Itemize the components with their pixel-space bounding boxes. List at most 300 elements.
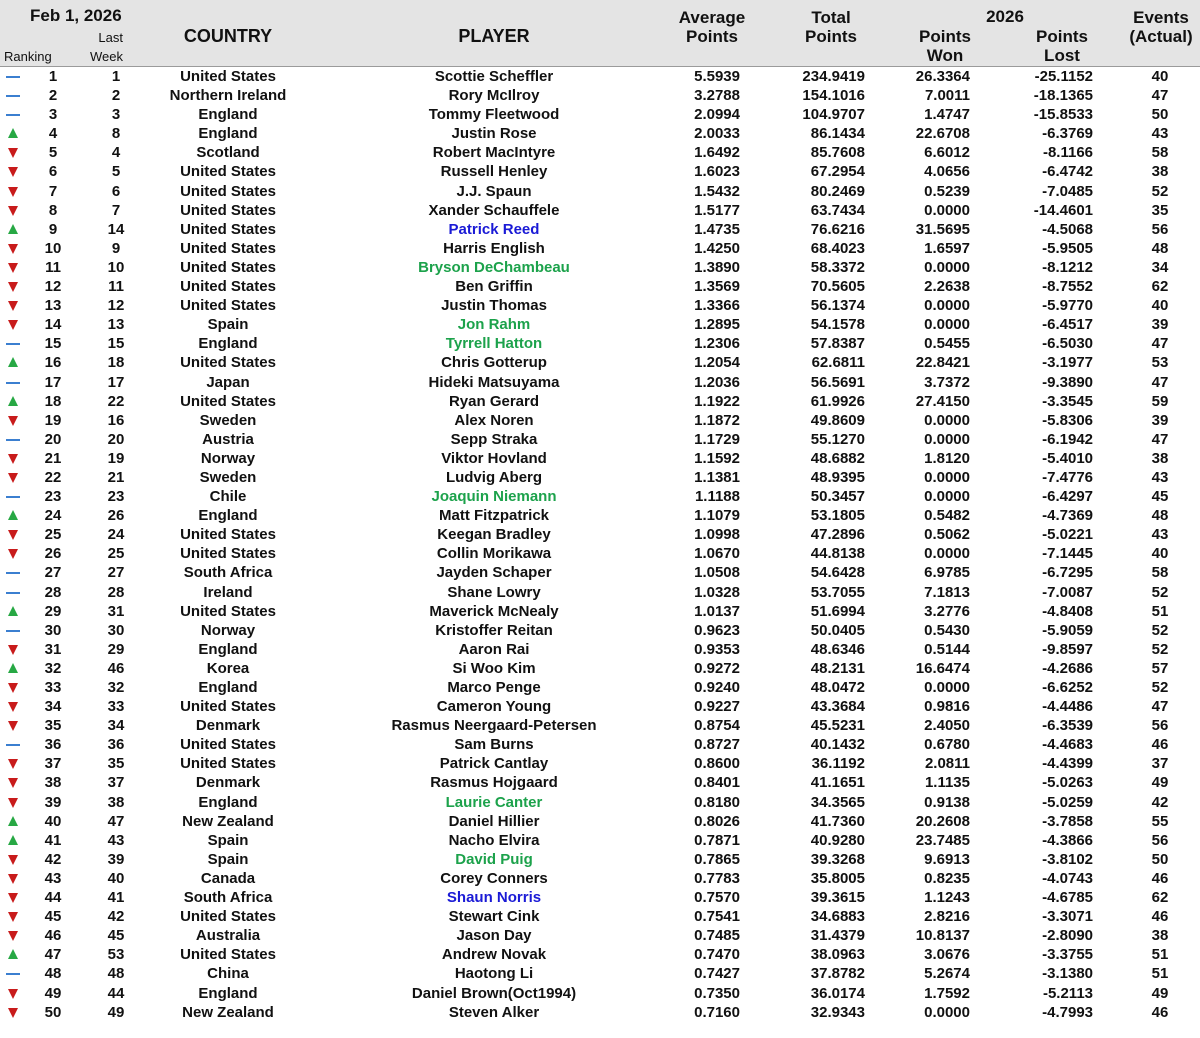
player-name: J.J. Spaun xyxy=(456,182,532,200)
up-arrow-icon xyxy=(5,392,21,411)
total-points-cell: 80.2469 xyxy=(810,182,865,200)
down-arrow-icon xyxy=(5,850,21,869)
last-week-cell: 9 xyxy=(111,239,121,257)
last-week-cell: 19 xyxy=(107,449,125,467)
player-name: Steven Alker xyxy=(448,1003,540,1021)
events-cell: 40 xyxy=(1151,297,1169,315)
rank-cell: 35 xyxy=(44,717,62,735)
player-name: Jon Rahm xyxy=(457,316,531,334)
points-won-cell: 22.6708 xyxy=(915,125,970,143)
up-arrow-icon xyxy=(5,659,21,678)
points-won-cell: 1.1135 xyxy=(924,774,970,792)
total-points-cell: 45.5231 xyxy=(810,717,865,735)
player-name: Collin Morikawa xyxy=(436,545,552,563)
average-points-cell: 1.4250 xyxy=(694,239,740,257)
last-week-cell: 45 xyxy=(107,927,125,945)
last-week-cell: 34 xyxy=(107,717,125,735)
points-won-cell: 26.3364 xyxy=(915,68,970,85)
points-won-cell: 0.5144 xyxy=(924,640,970,658)
total-points-cell: 85.7608 xyxy=(810,144,865,162)
rank-cell: 9 xyxy=(48,220,58,238)
total-points-cell: 32.9343 xyxy=(810,1003,865,1021)
table-row xyxy=(0,869,1200,888)
points-won-cell: 2.0811 xyxy=(924,755,970,773)
player-name: Patrick Cantlay xyxy=(439,755,549,773)
country-cell: United States xyxy=(180,908,276,926)
total-points-cell: 37.8782 xyxy=(810,965,865,983)
events-cell: 35 xyxy=(1151,201,1169,219)
points-lost-cell: -6.4742 xyxy=(1042,163,1093,181)
rank-cell: 10 xyxy=(44,239,62,257)
table-row xyxy=(0,86,1200,105)
average-points-cell: 0.7570 xyxy=(694,889,740,907)
player-name: Nacho Elvira xyxy=(448,831,540,849)
no-change-dash-icon xyxy=(5,105,21,124)
points-won-cell: 4.0656 xyxy=(924,163,970,181)
country-cell: United States xyxy=(180,545,276,563)
points-lost-cell: -8.1212 xyxy=(1042,258,1093,276)
last-week-cell: 20 xyxy=(107,430,125,448)
points-lost-cell: -7.4776 xyxy=(1042,468,1093,486)
average-points-cell: 1.0670 xyxy=(694,545,740,563)
total-points-cell: 39.3615 xyxy=(810,889,865,907)
events-cell: 38 xyxy=(1151,449,1169,467)
rank-cell: 25 xyxy=(44,526,62,544)
rank-cell: 24 xyxy=(44,507,62,525)
average-points-cell: 1.1188 xyxy=(694,488,740,506)
up-arrow-icon xyxy=(5,220,21,239)
last-week-cell: 53 xyxy=(107,946,125,964)
down-arrow-icon xyxy=(5,888,21,907)
events-cell: 48 xyxy=(1151,507,1169,525)
points-won-cell: 0.0000 xyxy=(924,1003,970,1021)
country-cell: Spain xyxy=(207,316,249,334)
points-lost-cell: -4.3866 xyxy=(1042,831,1093,849)
down-arrow-icon xyxy=(5,449,21,468)
rank-cell: 34 xyxy=(44,698,62,716)
total-points-cell: 58.3372 xyxy=(810,258,865,276)
last-week-cell: 24 xyxy=(107,526,125,544)
up-arrow-icon xyxy=(5,831,21,850)
average-points-cell: 0.8180 xyxy=(694,793,740,811)
average-points-cell: 0.9623 xyxy=(694,621,740,639)
points-lost-cell: -6.3769 xyxy=(1042,125,1093,143)
events-cell: 42 xyxy=(1151,793,1169,811)
player-name: Sam Burns xyxy=(454,736,534,754)
total-points-cell: 56.1374 xyxy=(810,297,865,315)
points-won-cell: 0.5455 xyxy=(924,335,970,353)
events-cell: 46 xyxy=(1151,736,1169,754)
events-cell: 56 xyxy=(1151,717,1169,735)
total-points-cell: 86.1434 xyxy=(810,125,865,143)
table-row xyxy=(0,468,1200,487)
player-name: Maverick McNealy xyxy=(429,602,559,620)
up-arrow-icon xyxy=(5,506,21,525)
total-points-cell: 54.6428 xyxy=(810,564,865,582)
table-row xyxy=(0,812,1200,831)
total-points-cell: 56.5691 xyxy=(810,373,865,391)
down-arrow-icon xyxy=(5,277,21,296)
table-row xyxy=(0,678,1200,697)
average-points-cell: 0.7871 xyxy=(694,831,740,849)
down-arrow-icon xyxy=(5,984,21,1003)
table-row xyxy=(0,220,1200,239)
total-points-cell: 43.3684 xyxy=(810,698,865,716)
last-week-cell: 39 xyxy=(107,850,125,868)
down-arrow-icon xyxy=(5,315,21,334)
average-points-cell: 0.7485 xyxy=(694,927,740,945)
rank-cell: 4 xyxy=(48,125,58,143)
events-cell: 43 xyxy=(1151,526,1169,544)
events-cell: 40 xyxy=(1151,545,1169,563)
player-name: Laurie Canter xyxy=(445,793,543,811)
total-points-cell: 48.6346 xyxy=(810,640,865,658)
player-name: Alex Noren xyxy=(454,411,534,429)
table-row xyxy=(0,67,1200,86)
points-lost-cell: -3.8102 xyxy=(1042,850,1093,868)
country-cell: South Africa xyxy=(183,889,273,907)
points-lost-cell: -4.0743 xyxy=(1042,869,1093,887)
player-name: Chris Gotterup xyxy=(441,354,547,372)
table-row xyxy=(0,182,1200,201)
points-won-cell: 0.0000 xyxy=(924,297,970,315)
points-won-cell: 22.8421 xyxy=(915,354,970,372)
events-cell: 50 xyxy=(1151,850,1169,868)
average-points-cell: 0.7470 xyxy=(694,946,740,964)
average-points-cell: 0.9353 xyxy=(694,640,740,658)
country-cell: Scotland xyxy=(196,144,260,162)
rank-cell: 11 xyxy=(45,258,61,276)
last-week-cell: 14 xyxy=(107,220,125,238)
average-points-cell: 1.2895 xyxy=(694,316,740,334)
average-points-cell: 1.1592 xyxy=(694,449,740,467)
country-cell: England xyxy=(198,125,258,143)
country-cell: Japan xyxy=(206,373,250,391)
rank-cell: 16 xyxy=(44,354,62,372)
average-points-cell: 1.6492 xyxy=(694,144,740,162)
total-points-cell: 31.4379 xyxy=(810,927,865,945)
rank-cell: 14 xyxy=(44,316,62,334)
average-points-cell: 1.2306 xyxy=(694,335,740,353)
table-row xyxy=(0,831,1200,850)
table-row xyxy=(0,984,1200,1003)
points-won-cell: 0.9138 xyxy=(924,793,970,811)
player-name: Rory McIlroy xyxy=(448,87,540,105)
last-week-cell: 17 xyxy=(107,373,125,391)
points-won-cell: 23.7485 xyxy=(915,831,970,849)
table-row xyxy=(0,449,1200,468)
average-points-cell: 0.7541 xyxy=(694,908,740,926)
country-cell: England xyxy=(198,679,258,696)
total-points-cell: 76.6216 xyxy=(810,220,865,238)
last-week-cell: 36 xyxy=(107,736,125,754)
total-header-line2: Points xyxy=(805,27,857,46)
last-week-cell: 16 xyxy=(107,411,125,429)
country-cell: Denmark xyxy=(195,717,261,735)
table-body xyxy=(0,67,1200,1022)
rank-cell: 22 xyxy=(44,468,62,486)
average-points-cell: 0.8754 xyxy=(694,717,740,735)
rank-cell: 18 xyxy=(44,392,62,410)
points-lost-cell: -4.6785 xyxy=(1042,889,1093,907)
lost-header-line2: Lost xyxy=(1044,46,1080,65)
last-week-cell: 23 xyxy=(107,488,125,506)
rank-cell: 42 xyxy=(44,850,62,868)
country-cell: Sweden xyxy=(199,411,257,429)
points-lost-cell: -6.7295 xyxy=(1042,564,1093,582)
last-week-cell: 7 xyxy=(111,201,121,219)
total-points-cell: 40.9280 xyxy=(810,831,865,849)
country-cell: Chile xyxy=(209,488,247,506)
player-name: Shane Lowry xyxy=(447,583,541,601)
table-row xyxy=(0,964,1200,983)
events-cell: 46 xyxy=(1151,1003,1169,1021)
rank-cell: 28 xyxy=(44,583,62,601)
table-row xyxy=(0,334,1200,353)
table-row xyxy=(0,544,1200,563)
last-week-cell: 26 xyxy=(107,507,125,525)
points-won-cell: 7.1813 xyxy=(924,583,970,601)
table-row xyxy=(0,430,1200,449)
average-points-cell: 2.0994 xyxy=(694,106,740,124)
total-points-cell: 54.1578 xyxy=(810,316,865,334)
player-name: Justin Thomas xyxy=(441,297,547,315)
points-won-cell: 0.0000 xyxy=(924,411,970,429)
total-points-cell: 34.3565 xyxy=(810,793,865,811)
events-cell: 39 xyxy=(1151,411,1169,429)
country-cell: United States xyxy=(180,182,276,200)
country-cell: England xyxy=(198,640,258,658)
table-row xyxy=(0,888,1200,907)
down-arrow-icon xyxy=(5,525,21,544)
points-won-cell: 10.8137 xyxy=(915,927,970,945)
last-week-cell: 49 xyxy=(107,1003,125,1021)
last-week-cell: 2 xyxy=(111,87,121,105)
player-name: Rasmus Hojgaard xyxy=(430,774,558,792)
rank-cell: 39 xyxy=(44,793,62,811)
average-points-cell: 0.9240 xyxy=(694,679,740,696)
last-week-cell: 10 xyxy=(107,258,125,276)
ranking-header: Ranking xyxy=(4,49,52,64)
average-points-cell: 1.2054 xyxy=(694,354,740,372)
table-row xyxy=(0,105,1200,124)
points-lost-cell: -8.7552 xyxy=(1042,278,1093,296)
events-cell: 48 xyxy=(1151,239,1169,257)
country-cell: United States xyxy=(180,297,276,315)
country-cell: Sweden xyxy=(199,468,257,486)
points-won-cell: 0.8235 xyxy=(924,869,970,887)
table-row xyxy=(0,793,1200,812)
table-row xyxy=(0,277,1200,296)
points-won-cell: 2.8216 xyxy=(924,908,970,926)
events-cell: 49 xyxy=(1151,984,1169,1002)
rank-cell: 41 xyxy=(44,831,62,849)
total-points-cell: 62.6811 xyxy=(811,354,865,372)
last-week-cell: 30 xyxy=(107,621,125,639)
points-lost-cell: -6.6252 xyxy=(1042,679,1093,696)
average-points-cell: 2.0033 xyxy=(694,125,740,143)
table-row xyxy=(0,239,1200,258)
down-arrow-icon xyxy=(5,544,21,563)
table-row xyxy=(0,659,1200,678)
rank-cell: 1 xyxy=(48,68,58,85)
events-cell: 51 xyxy=(1151,602,1169,620)
down-arrow-icon xyxy=(5,201,21,220)
average-header-line2: Points xyxy=(686,27,738,46)
events-cell: 43 xyxy=(1151,468,1169,486)
no-change-dash-icon xyxy=(5,86,21,105)
events-cell: 47 xyxy=(1151,335,1169,353)
down-arrow-icon xyxy=(5,296,21,315)
total-points-cell: 36.0174 xyxy=(810,984,865,1002)
total-points-cell: 234.9419 xyxy=(802,68,865,85)
last-week-cell: 31 xyxy=(107,602,125,620)
rank-cell: 50 xyxy=(44,1003,62,1021)
points-won-cell: 0.5482 xyxy=(924,507,970,525)
events-cell: 43 xyxy=(1151,125,1169,143)
player-name: Hideki Matsuyama xyxy=(428,373,560,391)
up-arrow-icon xyxy=(5,602,21,621)
rank-cell: 27 xyxy=(44,564,62,582)
events-cell: 56 xyxy=(1151,220,1169,238)
rank-cell: 6 xyxy=(48,163,58,181)
last-week-cell: 46 xyxy=(107,659,125,677)
rank-cell: 12 xyxy=(44,278,62,296)
average-points-cell: 1.5432 xyxy=(694,182,740,200)
table-row xyxy=(0,850,1200,869)
rank-cell: 49 xyxy=(44,984,62,1002)
country-cell: United States xyxy=(180,278,276,296)
points-lost-cell: -15.8533 xyxy=(1033,106,1093,124)
country-cell: United States xyxy=(180,68,276,85)
country-cell: New Zealand xyxy=(182,812,274,830)
player-name: David Puig xyxy=(455,850,533,868)
points-lost-cell: -5.0263 xyxy=(1042,774,1093,792)
country-cell: Norway xyxy=(200,449,256,467)
last-week-cell: 12 xyxy=(107,297,125,315)
rank-cell: 19 xyxy=(44,411,62,429)
points-lost-cell: -5.0259 xyxy=(1042,793,1093,811)
player-name: Corey Conners xyxy=(440,869,548,887)
last-week-cell: 47 xyxy=(107,812,125,830)
points-lost-cell: -5.9059 xyxy=(1042,621,1093,639)
rank-cell: 30 xyxy=(44,621,62,639)
average-points-cell: 0.9272 xyxy=(694,659,740,677)
country-cell: United States xyxy=(180,258,276,276)
country-header: COUNTRY xyxy=(183,26,273,46)
average-points-cell: 1.3569 xyxy=(694,278,740,296)
points-won-cell: 2.2638 xyxy=(924,278,970,296)
player-name: Rasmus Neergaard-Petersen xyxy=(391,717,597,735)
average-points-cell: 0.7427 xyxy=(694,965,740,983)
points-won-cell: 6.9785 xyxy=(924,564,970,582)
down-arrow-icon xyxy=(5,468,21,487)
table-row xyxy=(0,945,1200,964)
no-change-dash-icon xyxy=(5,334,21,353)
player-name: Daniel Brown(Oct1994) xyxy=(411,984,577,1002)
average-points-cell: 1.6023 xyxy=(694,163,740,181)
points-won-cell: 2.4050 xyxy=(924,717,970,735)
down-arrow-icon xyxy=(5,869,21,888)
table-row xyxy=(0,506,1200,525)
player-name: Ryan Gerard xyxy=(448,392,540,410)
week-header: Week xyxy=(90,49,123,64)
country-cell: Norway xyxy=(200,621,256,639)
total-points-cell: 104.9707 xyxy=(802,106,865,124)
down-arrow-icon xyxy=(5,411,21,430)
total-points-cell: 49.8609 xyxy=(810,411,865,429)
events-cell: 52 xyxy=(1151,621,1169,639)
down-arrow-icon xyxy=(5,926,21,945)
player-name: Ludvig Aberg xyxy=(445,468,543,486)
total-points-cell: 55.1270 xyxy=(810,430,865,448)
events-cell: 38 xyxy=(1151,163,1169,181)
events-cell: 52 xyxy=(1151,679,1169,696)
no-change-dash-icon xyxy=(5,583,21,602)
last-week-cell: 11 xyxy=(108,278,124,296)
no-change-dash-icon xyxy=(5,67,21,86)
events-cell: 34 xyxy=(1151,258,1169,276)
country-cell: United States xyxy=(180,698,276,716)
player-name: Jason Day xyxy=(456,927,532,945)
table-row xyxy=(0,640,1200,659)
last-week-cell: 1 xyxy=(111,68,121,85)
total-points-cell: 68.4023 xyxy=(810,239,865,257)
points-lost-cell: -3.7858 xyxy=(1042,812,1093,830)
total-points-cell: 50.3457 xyxy=(810,488,865,506)
points-lost-cell: -4.8408 xyxy=(1042,602,1093,620)
points-won-cell: 31.5695 xyxy=(915,220,970,238)
last-week-cell: 41 xyxy=(107,889,125,907)
player-name: Justin Rose xyxy=(451,125,537,143)
rank-cell: 36 xyxy=(44,736,62,754)
points-won-cell: 0.0000 xyxy=(924,316,970,334)
points-won-cell: 0.0000 xyxy=(924,679,970,696)
points-won-cell: 3.7372 xyxy=(924,373,970,391)
table-row xyxy=(0,697,1200,716)
total-points-cell: 50.0405 xyxy=(810,621,865,639)
player-name: Viktor Hovland xyxy=(441,449,547,467)
table-row xyxy=(0,1003,1200,1022)
average-points-cell: 1.1922 xyxy=(694,392,740,410)
last-week-cell: 32 xyxy=(107,679,125,696)
table-row xyxy=(0,315,1200,334)
table-row xyxy=(0,162,1200,181)
player-name: Kristoffer Reitan xyxy=(435,621,553,639)
events-cell: 39 xyxy=(1151,316,1169,334)
events-cell: 50 xyxy=(1151,106,1169,124)
rank-cell: 45 xyxy=(44,908,62,926)
player-name: Bryson DeChambeau xyxy=(418,258,570,276)
no-change-dash-icon xyxy=(5,621,21,640)
points-won-cell: 3.0676 xyxy=(924,946,970,964)
up-arrow-icon xyxy=(5,945,21,964)
rank-cell: 47 xyxy=(44,946,62,964)
down-arrow-icon xyxy=(5,716,21,735)
last-week-cell: 43 xyxy=(107,831,125,849)
events-cell: 51 xyxy=(1151,965,1169,983)
average-points-cell: 1.1872 xyxy=(694,411,740,429)
table-row xyxy=(0,525,1200,544)
rank-cell: 17 xyxy=(44,373,62,391)
no-change-dash-icon xyxy=(5,430,21,449)
country-cell: United States xyxy=(180,526,276,544)
events-cell: 37 xyxy=(1151,755,1169,773)
country-cell: United States xyxy=(180,163,276,181)
average-points-cell: 0.8600 xyxy=(694,755,740,773)
rank-cell: 43 xyxy=(44,869,62,887)
player-name: Shaun Norris xyxy=(446,889,542,907)
